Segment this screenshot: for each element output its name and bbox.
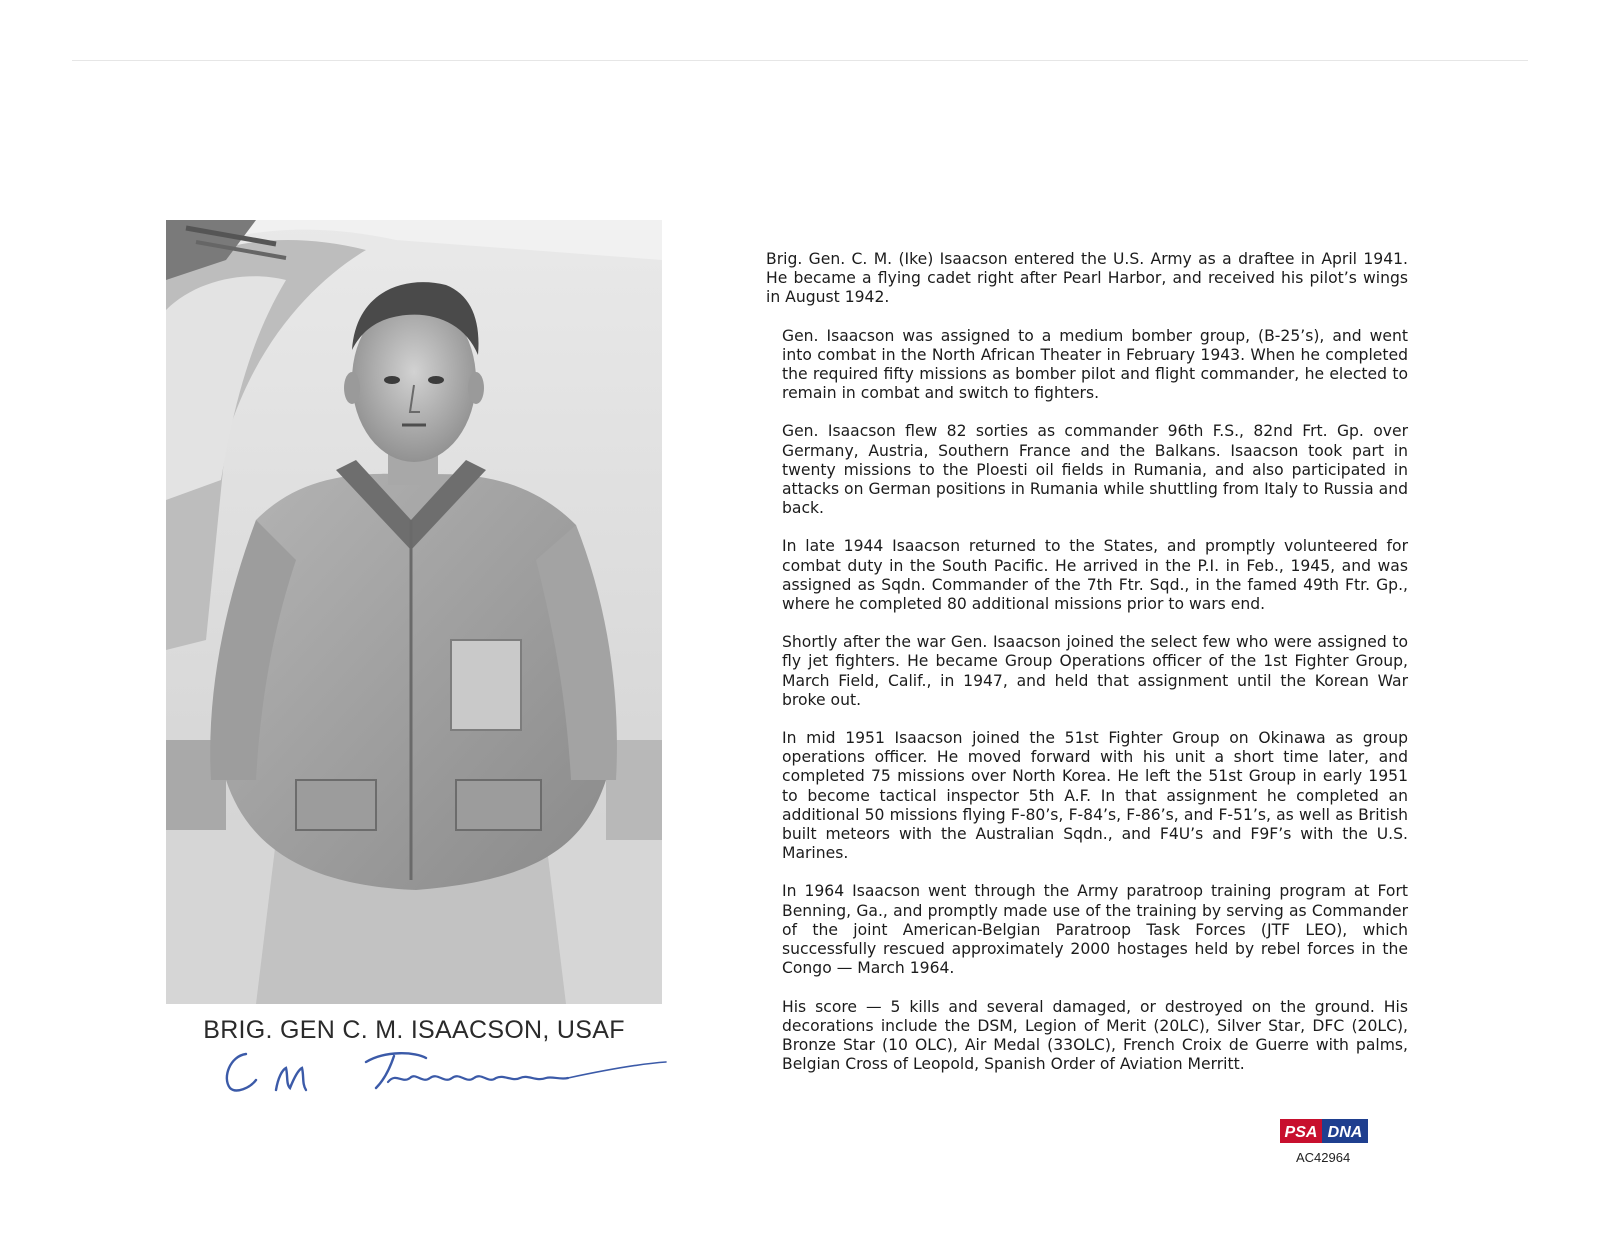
- bio-paragraph: In mid 1951 Isaacson joined the 51st Fighter Group on Okinawa as group operations officer. He moved forward with his unit a short time later, and completed 75 missions over North Korea. He left the 51st Group in early 1951 to become tactical inspector 5th A.F. In that assignment he completed an additional 50 missions flying F-80’s, F-84’s, F-86’s, and F-51’s, as well as British built meteors with the Australian Sqdn., and F4U’s and F9F’s with the U.S. Marines.: [782, 729, 1408, 863]
- biography-text: [766, 250, 1408, 1093]
- svg-text:DNA: DNA: [1327, 1124, 1363, 1141]
- bio-paragraph: His score — 5 kills and several damaged, or destroyed on the ground. His decorations include the DSM, Legion of Merit (20LC), Silver Star, DFC (20LC), Bronze Star (10 OLC), Air Medal (33OLC), French Croix de Guerre with palms, Belgian Cross of Leopold, Spanish Order of Aviation Merritt.: [782, 997, 1408, 1074]
- bio-paragraph: Shortly after the war Gen. Isaacson joined the select few who were assigned to fly jet fighters. He became Group Operations officer of the 1st Fighter Group, March Field, Calif., in 1947, and held that assignment until the Korean War broke out.: [782, 633, 1408, 709]
- autograph-signature: [216, 1042, 676, 1102]
- portrait-photo: [166, 220, 662, 1004]
- bio-paragraph: Gen. Isaacson was assigned to a medium bomber group, (B-25’s), and went into combat in the North African Theater in February 1943. When he completed the required fifty missions as bomber pilot and flight commander, he elected to remain in combat and switch to fighters.: [782, 326, 1408, 403]
- page-edge-line: [72, 60, 1528, 61]
- photo-caption: BRIG. GEN C. M. ISAACSON, USAF: [203, 1016, 625, 1044]
- authentication-code: AC42964: [1296, 1150, 1351, 1165]
- svg-text:PSA: PSA: [1284, 1124, 1318, 1141]
- psa-dna-logo: [1280, 1119, 1368, 1143]
- bio-paragraph: Gen. Isaacson flew 82 sorties as commander 96th F.S., 82nd Frt. Gp. over Germany, Austria, Southern France and the Balkans. Isaacson took part in twenty missions to the Ploesti oil fields in Rumania, and also participated in attacks on German positions in Rumania while shuttling from Italy to Russia and back.: [782, 422, 1408, 518]
- bio-paragraph: In late 1944 Isaacson returned to the States, and promptly volunteered for combat duty in the South Pacific. He arrived in the P.I. in Feb., 1945, and was assigned as Sqdn. Commander of the 7th Ftr. Sqd., in the famed 49th Ftr. Gp., where he completed 80 additional missions prior to wars end.: [782, 537, 1408, 614]
- portrait-illustration: [166, 220, 662, 1004]
- bio-paragraph: In 1964 Isaacson went through the Army paratroop training program at Fort Benning, Ga., and promptly made use of the training by serving as Commander of the joint American-Belgian Paratroop Task Forces (JTF LEO), which successfully rescued approximately 2000 hostages held by rebel forces in the Congo — March 1964.: [782, 882, 1408, 978]
- bio-paragraph: Brig. Gen. C. M. (Ike) Isaacson entered the U.S. Army as a draftee in April 1941. He became a flying cadet right after Pearl Harbor, and received his pilot’s wings in August 1942.: [766, 250, 1408, 307]
